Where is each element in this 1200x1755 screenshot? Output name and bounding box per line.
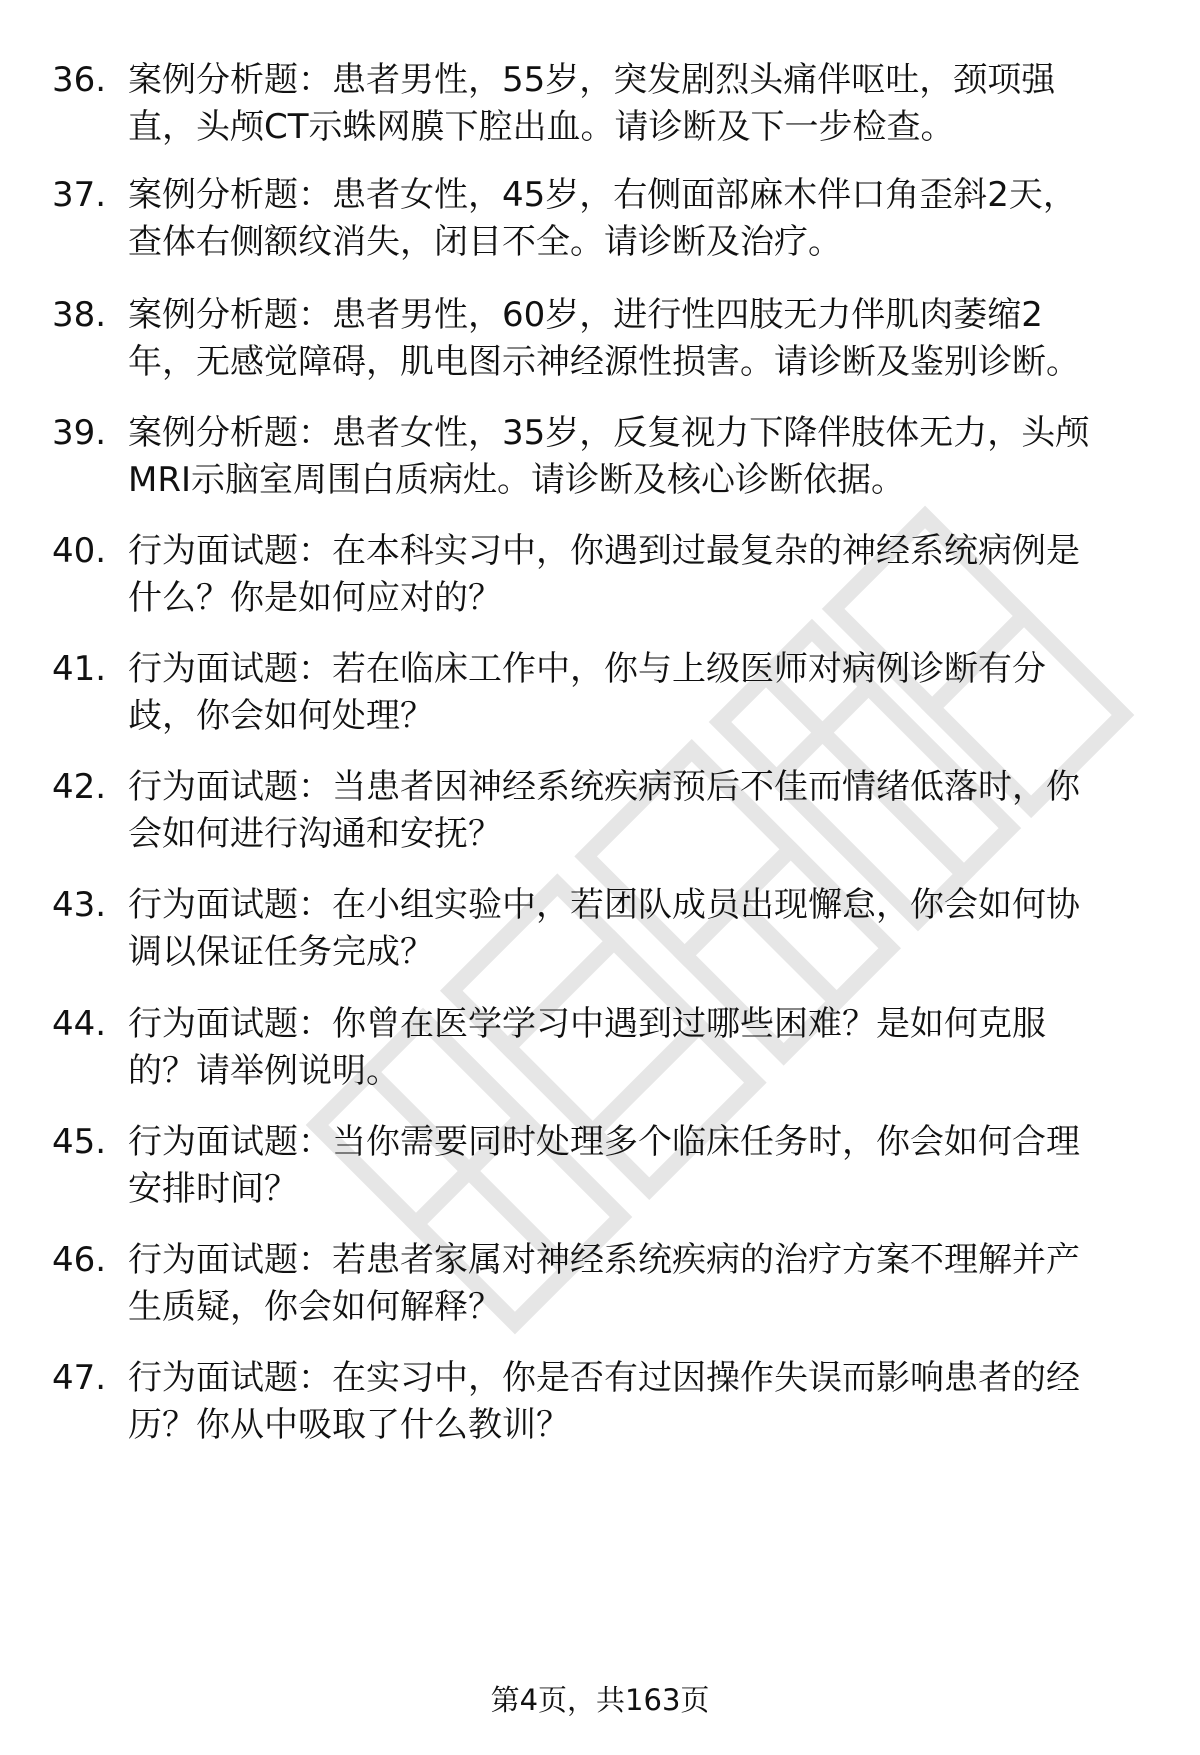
question-text (128, 764, 1163, 858)
question-line: 安排时间？ (128, 1169, 298, 1209)
question-text (128, 1001, 1163, 1095)
question-number: 44. (52, 1004, 107, 1044)
question-line: 行为面试题：若患者家属对神经系统疾病的治疗方案不理解并产 (128, 1240, 1080, 1280)
question-number: 40. (52, 531, 107, 571)
question-number: 45. (52, 1122, 107, 1162)
question-text (128, 292, 1163, 386)
question-text (128, 1237, 1163, 1331)
question-number: 37. (52, 175, 107, 215)
question-line: 的？请举例说明。 (128, 1051, 400, 1091)
question-line: 行为面试题：在本科实习中，你遇到过最复杂的神经系统病例是 (128, 531, 1080, 571)
question-line: 历？你从中吸取了什么教训？ (128, 1405, 570, 1445)
question-line: 什么？你是如何应对的？ (128, 578, 502, 618)
question-line: 查体右侧额纹消失，闭目不全。请诊断及治疗。 (128, 222, 842, 262)
question-number: 39. (52, 413, 107, 453)
question-line: 案例分析题：患者女性，45岁，右侧面部麻木伴口角歪斜2天， (128, 175, 1077, 215)
page-footer: 第4页，共163页 (490, 1683, 710, 1717)
question-line: 调以保证任务完成？ (128, 932, 434, 972)
question-text (128, 57, 1163, 151)
question-line: 行为面试题：你曾在医学学习中遇到过哪些困难？是如何克服 (128, 1004, 1046, 1044)
question-line: 案例分析题：患者女性，35岁，反复视力下降伴肢体无力，头颅 (128, 413, 1090, 453)
question-line: 歧，你会如何处理？ (128, 696, 434, 736)
question-line: 行为面试题：当你需要同时处理多个临床任务时，你会如何合理 (128, 1122, 1080, 1162)
question-text (128, 410, 1163, 504)
question-text (128, 528, 1163, 622)
question-line: 行为面试题：当患者因神经系统疾病预后不佳而情绪低落时，你 (128, 767, 1080, 807)
question-line: 直，头颅CT示蛛网膜下腔出血。请诊断及下一步检查。 (128, 107, 955, 147)
question-number: 36. (52, 60, 107, 100)
question-line: 行为面试题：若在临床工作中，你与上级医师对病例诊断有分 (128, 649, 1046, 689)
question-line: 会如何进行沟通和安抚？ (128, 814, 502, 854)
question-line: 行为面试题：在实习中，你是否有过因操作失误而影响患者的经 (128, 1358, 1080, 1398)
question-number: 47. (52, 1358, 107, 1398)
question-text (128, 882, 1163, 976)
question-number: 43. (52, 885, 107, 925)
question-line: 行为面试题：在小组实验中，若团队成员出现懈怠，你会如何协 (128, 885, 1080, 925)
question-text (128, 1355, 1163, 1449)
question-line: 案例分析题：患者男性，60岁，进行性四肢无力伴肌肉萎缩2 (128, 295, 1043, 335)
question-number: 41. (52, 649, 107, 689)
question-line: 年，无感觉障碍，肌电图示神经源性损害。请诊断及鉴别诊断。 (128, 342, 1080, 382)
question-text (128, 646, 1163, 740)
question-number: 38. (52, 295, 107, 335)
question-number: 42. (52, 767, 107, 807)
question-line: 生质疑，你会如何解释？ (128, 1287, 502, 1327)
question-line: MRI示脑室周围白质病灶。请诊断及核心诊断依据。 (128, 460, 905, 500)
question-text (128, 172, 1163, 266)
question-line: 案例分析题：患者男性，55岁，突发剧烈头痛伴呕吐，颈项强 (128, 60, 1056, 100)
question-number: 46. (52, 1240, 107, 1280)
question-text (128, 1119, 1163, 1213)
